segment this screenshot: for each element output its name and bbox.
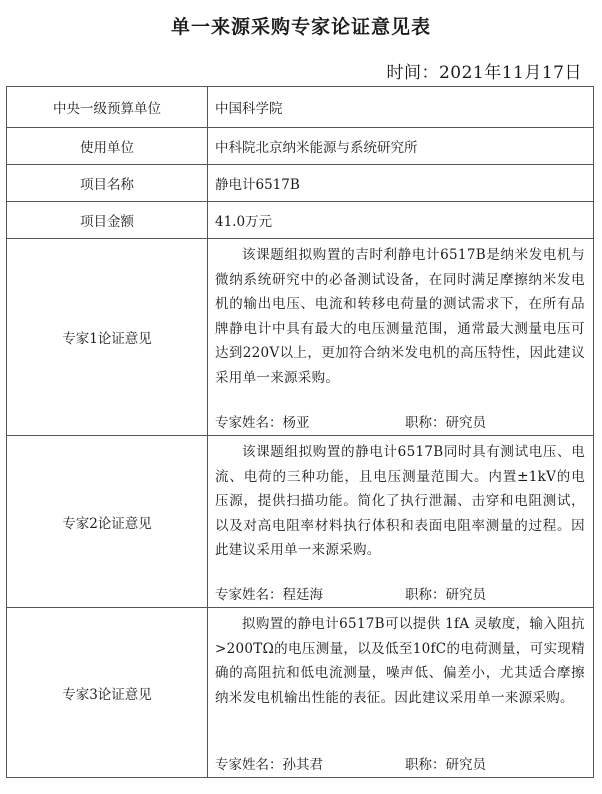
document-date (386, 58, 582, 83)
table-row-expert-3 (7, 608, 594, 778)
project-label: 项目名称 (7, 165, 208, 202)
expert-3-title-group (405, 753, 486, 773)
expert-3-opinion: 拟购置的静电计6517B可以提供 1fA 灵敏度，输入阻抗 >200TΩ的电压测量，以及低至10fC的电荷测量，可实现精确的高阻抗和低电流测量，噪声低、偏差小，尤其适合摩擦纳米发电机输出性能的表征。因此建议采用单一来源采购。 (215, 616, 585, 706)
expert-1-signature (215, 411, 486, 431)
amount-label: 项目金额 (7, 202, 208, 239)
table-row-expert-2 (7, 436, 594, 608)
expert-2-label: 专家2论证意见 (7, 436, 208, 608)
expert-2-name: 程廷海 (282, 587, 323, 603)
table-row-expert-1 (7, 239, 594, 436)
expert-3-title: 研究员 (445, 757, 486, 773)
table-row-project (7, 165, 594, 202)
table-row-amount (7, 202, 594, 239)
expert-1-opinion-cell (208, 239, 594, 436)
unit-label: 中央一级预算单位 (7, 87, 208, 128)
table-row-user (7, 128, 594, 165)
date-value: 2021年11月17日 (438, 63, 582, 83)
expert-2-signature (215, 583, 486, 603)
unit-value: 中国科学院 (208, 87, 594, 128)
expert-1-title-group (405, 411, 486, 431)
expert-2-title-group (405, 583, 486, 603)
table-row-unit (7, 87, 594, 128)
expert-3-title-label: 职称： (405, 757, 446, 773)
amount-value: 41.0万元 (208, 202, 594, 239)
user-label: 使用单位 (7, 128, 208, 165)
expert-2-opinion: 该课题组拟购置的静电计6517B同时具有测试电压、电流、电荷的三种功能，且电压测量范围大。内置±1kV的电压源，提供扫描功能。简化了执行泄漏、击穿和电阻测试，以及对高电阻率材料执行体积和表面电阻率测量的过程。因此建议采用单一来源采购。 (215, 444, 585, 558)
expert-1-name-label: 专家姓名： (215, 415, 283, 431)
expert-3-opinion-cell (208, 608, 594, 778)
date-label: 时间： (386, 63, 439, 83)
expert-2-title: 研究员 (445, 587, 486, 603)
expert-1-label: 专家1论证意见 (7, 239, 208, 436)
expert-2-title-label: 职称： (405, 587, 446, 603)
expert-1-title-label: 职称： (405, 415, 446, 431)
expert-2-name-label: 专家姓名： (215, 587, 283, 603)
opinion-form-table (6, 86, 594, 778)
expert-3-signature (215, 753, 486, 773)
expert-2-opinion-cell (208, 436, 594, 608)
expert-3-label: 专家3论证意见 (7, 608, 208, 778)
expert-1-name: 杨亚 (282, 415, 310, 431)
user-value: 中科院北京纳米能源与系统研究所 (208, 128, 594, 165)
expert-3-name: 孙其君 (282, 757, 323, 773)
expert-1-opinion: 该课题组拟购置的吉时利静电计6517B是纳米发电机与微纳系统研究中的必备测试设备，在同时满足摩擦纳米发电机的输出电压、电流和转移电荷量的测试需求下，在所有品牌静电计中具有最大的电压测量范围，通常最大测量电压可达到220V以上，更加符合纳米发电机的高压特性，因此建议采用单一来源采购。 (215, 247, 585, 386)
project-value: 静电计6517B (208, 165, 594, 202)
expert-1-title: 研究员 (445, 415, 486, 431)
expert-3-name-label: 专家姓名： (215, 757, 283, 773)
document-title: 单一来源采购专家论证意见表 (170, 16, 431, 38)
